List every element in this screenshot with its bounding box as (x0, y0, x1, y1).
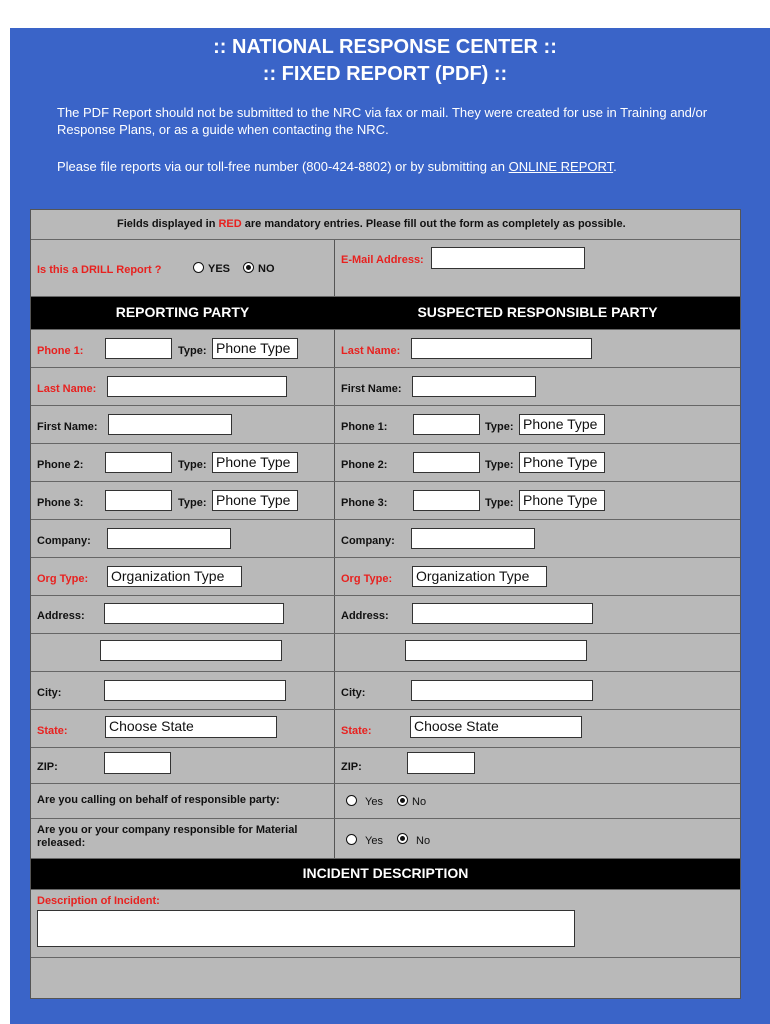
rp-address-label: Address: (37, 610, 85, 622)
rp-company-input[interactable] (107, 528, 231, 549)
rp-org-type-select[interactable]: Organization Type (107, 566, 242, 587)
rp-first-name-input[interactable] (108, 414, 232, 435)
column-divider (334, 819, 335, 858)
report-page (10, 28, 770, 1024)
rp-last-name-input[interactable] (107, 376, 287, 397)
form-row-6 (31, 520, 740, 558)
srp-first-name-input[interactable] (412, 376, 536, 397)
srp-phone1-type-select[interactable]: Phone Type (519, 414, 605, 435)
srp-address2-input[interactable] (405, 640, 587, 661)
reporting-party-header: REPORTING PARTY (115, 304, 250, 320)
rp-state-label: State: (37, 725, 68, 737)
behalf-yes-radio[interactable] (346, 795, 357, 806)
responsible-question-line1: Are you or your company responsible for Material (37, 824, 298, 836)
column-divider (334, 240, 335, 296)
rp-zip-label: ZIP: (37, 761, 58, 773)
drill-label: Is this a DRILL Report ? (37, 264, 162, 276)
rp-phone3-type-label: Type: (178, 497, 207, 509)
form-row-1 (31, 330, 740, 368)
behalf-no-radio[interactable] (397, 795, 408, 806)
srp-phone3-input[interactable] (413, 490, 480, 511)
rp-phone3-input[interactable] (105, 490, 172, 511)
column-divider (334, 482, 335, 519)
srp-address-label: Address: (341, 610, 389, 622)
form-row-5 (31, 482, 740, 520)
srp-city-input[interactable] (411, 680, 593, 701)
form-row-10 (31, 672, 740, 710)
responsible-party-header: SUSPECTED RESPONSIBLE PARTY (417, 304, 658, 320)
srp-state-select[interactable]: Choose State (410, 716, 582, 738)
srp-org-type-label: Org Type: (341, 573, 393, 585)
rp-phone2-input[interactable] (105, 452, 172, 473)
srp-phone2-label: Phone 2: (341, 459, 388, 471)
responsible-no-radio[interactable] (397, 833, 408, 844)
form-row-9 (31, 634, 740, 672)
column-divider (334, 634, 335, 671)
drill-no-radio[interactable] (243, 262, 254, 273)
srp-phone3-type-label: Type: (485, 497, 514, 509)
srp-phone2-input[interactable] (413, 452, 480, 473)
notice-red-word: RED (218, 218, 242, 230)
rp-address-input[interactable] (104, 603, 284, 624)
column-divider (334, 710, 335, 747)
rp-phone1-label: Phone 1: (37, 345, 84, 357)
incident-description-input[interactable] (37, 910, 575, 947)
srp-phone1-type-label: Type: (485, 421, 514, 433)
column-divider (334, 558, 335, 595)
intro-paragraph-2-end: . (613, 159, 617, 174)
drill-no-label: NO (258, 263, 275, 275)
srp-phone1-label: Phone 1: (341, 421, 388, 433)
rp-phone2-label: Phone 2: (37, 459, 84, 471)
rp-phone3-type-select[interactable]: Phone Type (212, 490, 298, 511)
form-row-4 (31, 444, 740, 482)
srp-last-name-input[interactable] (411, 338, 592, 359)
page-title (10, 34, 760, 88)
intro-paragraph-2-text: Please file reports via our toll-free number (800-424-8802) or by submitting an (57, 159, 509, 174)
rp-last-name-label: Last Name: (37, 383, 97, 395)
srp-zip-label: ZIP: (341, 761, 362, 773)
incident-header-row (31, 859, 740, 890)
srp-company-label: Company: (341, 535, 395, 547)
rp-phone1-type-label: Type: (178, 345, 207, 357)
rp-company-label: Company: (37, 535, 91, 547)
rp-city-label: City: (37, 687, 62, 699)
notice-text (117, 218, 626, 230)
party-headers (31, 297, 740, 330)
form-row-11 (31, 710, 740, 748)
behalf-yes-label: Yes (365, 796, 383, 808)
report-form (30, 209, 741, 999)
rp-org-type-label: Org Type: (37, 573, 89, 585)
form-row-12 (31, 748, 740, 784)
column-divider (334, 784, 335, 818)
email-input[interactable] (431, 247, 585, 269)
rp-phone2-type-label: Type: (178, 459, 207, 471)
column-divider (334, 444, 335, 481)
behalf-row (31, 784, 740, 819)
rp-first-name-label: First Name: (37, 421, 98, 433)
srp-org-type-select[interactable]: Organization Type (412, 566, 547, 587)
notice-row (31, 210, 740, 240)
responsible-yes-radio[interactable] (346, 834, 357, 845)
srp-phone1-input[interactable] (413, 414, 480, 435)
rp-phone2-type-select[interactable]: Phone Type (212, 452, 298, 473)
column-divider (334, 406, 335, 443)
incident-row (31, 890, 740, 958)
srp-first-name-label: First Name: (341, 383, 402, 395)
form-row-7 (31, 558, 740, 596)
srp-company-input[interactable] (411, 528, 535, 549)
column-divider (334, 596, 335, 633)
notice-suffix: are mandatory entries. Please fill out the form as completely as possible. (241, 218, 626, 230)
drill-yes-radio[interactable] (193, 262, 204, 273)
responsible-question (37, 824, 297, 850)
srp-address-input[interactable] (412, 603, 593, 624)
behalf-no-label: No (412, 796, 427, 808)
srp-last-name-label: Last Name: (341, 345, 401, 357)
column-divider (334, 520, 335, 557)
rp-state-select[interactable]: Choose State (105, 716, 277, 738)
column-divider (334, 330, 335, 367)
responsible-yes-label: Yes (365, 835, 383, 847)
column-divider (334, 368, 335, 405)
srp-state-label: State: (341, 725, 372, 737)
rp-city-input[interactable] (104, 680, 286, 701)
title-line-1: :: NATIONAL RESPONSE CENTER :: (213, 36, 557, 58)
form-row-3 (31, 406, 740, 444)
srp-zip-input[interactable] (407, 752, 475, 774)
drill-row (31, 240, 740, 297)
responsible-row (31, 819, 740, 859)
responsible-question-line2: released: (37, 837, 86, 849)
form-row-8 (31, 596, 740, 634)
intro-paragraph-1: The PDF Report should not be submitted to the NRC via fax or mail. They were created for use in Training and/or Response Plans, or as a guide when contacting the NRC. (57, 105, 708, 137)
responsible-no-label: No (416, 835, 431, 847)
rp-phone3-label: Phone 3: (37, 497, 84, 509)
behalf-question: Are you calling on behalf of responsible party: (37, 794, 280, 806)
incident-header: INCIDENT DESCRIPTION (302, 865, 469, 881)
rp-address2-input[interactable] (100, 640, 282, 661)
drill-yes-label: YES (208, 263, 231, 275)
online-report-link[interactable]: ONLINE REPORT (508, 159, 614, 174)
email-label: E-Mail Address: (341, 254, 424, 266)
column-divider (334, 672, 335, 709)
intro-paragraph-2 (57, 158, 747, 175)
srp-phone3-label: Phone 3: (341, 497, 388, 509)
notice-prefix: Fields displayed in (117, 218, 219, 230)
rp-phone1-input[interactable] (105, 338, 172, 359)
form-row-2 (31, 368, 740, 406)
srp-city-label: City: (341, 687, 366, 699)
srp-phone2-type-select[interactable]: Phone Type (519, 452, 605, 473)
rp-phone1-type-select[interactable]: Phone Type (212, 338, 298, 359)
column-divider (334, 748, 335, 783)
srp-phone3-type-select[interactable]: Phone Type (519, 490, 605, 511)
srp-phone2-type-label: Type: (485, 459, 514, 471)
incident-description-label: Description of Incident: (37, 895, 160, 907)
title-line-2: :: FIXED REPORT (PDF) :: (262, 63, 508, 85)
rp-zip-input[interactable] (104, 752, 171, 774)
